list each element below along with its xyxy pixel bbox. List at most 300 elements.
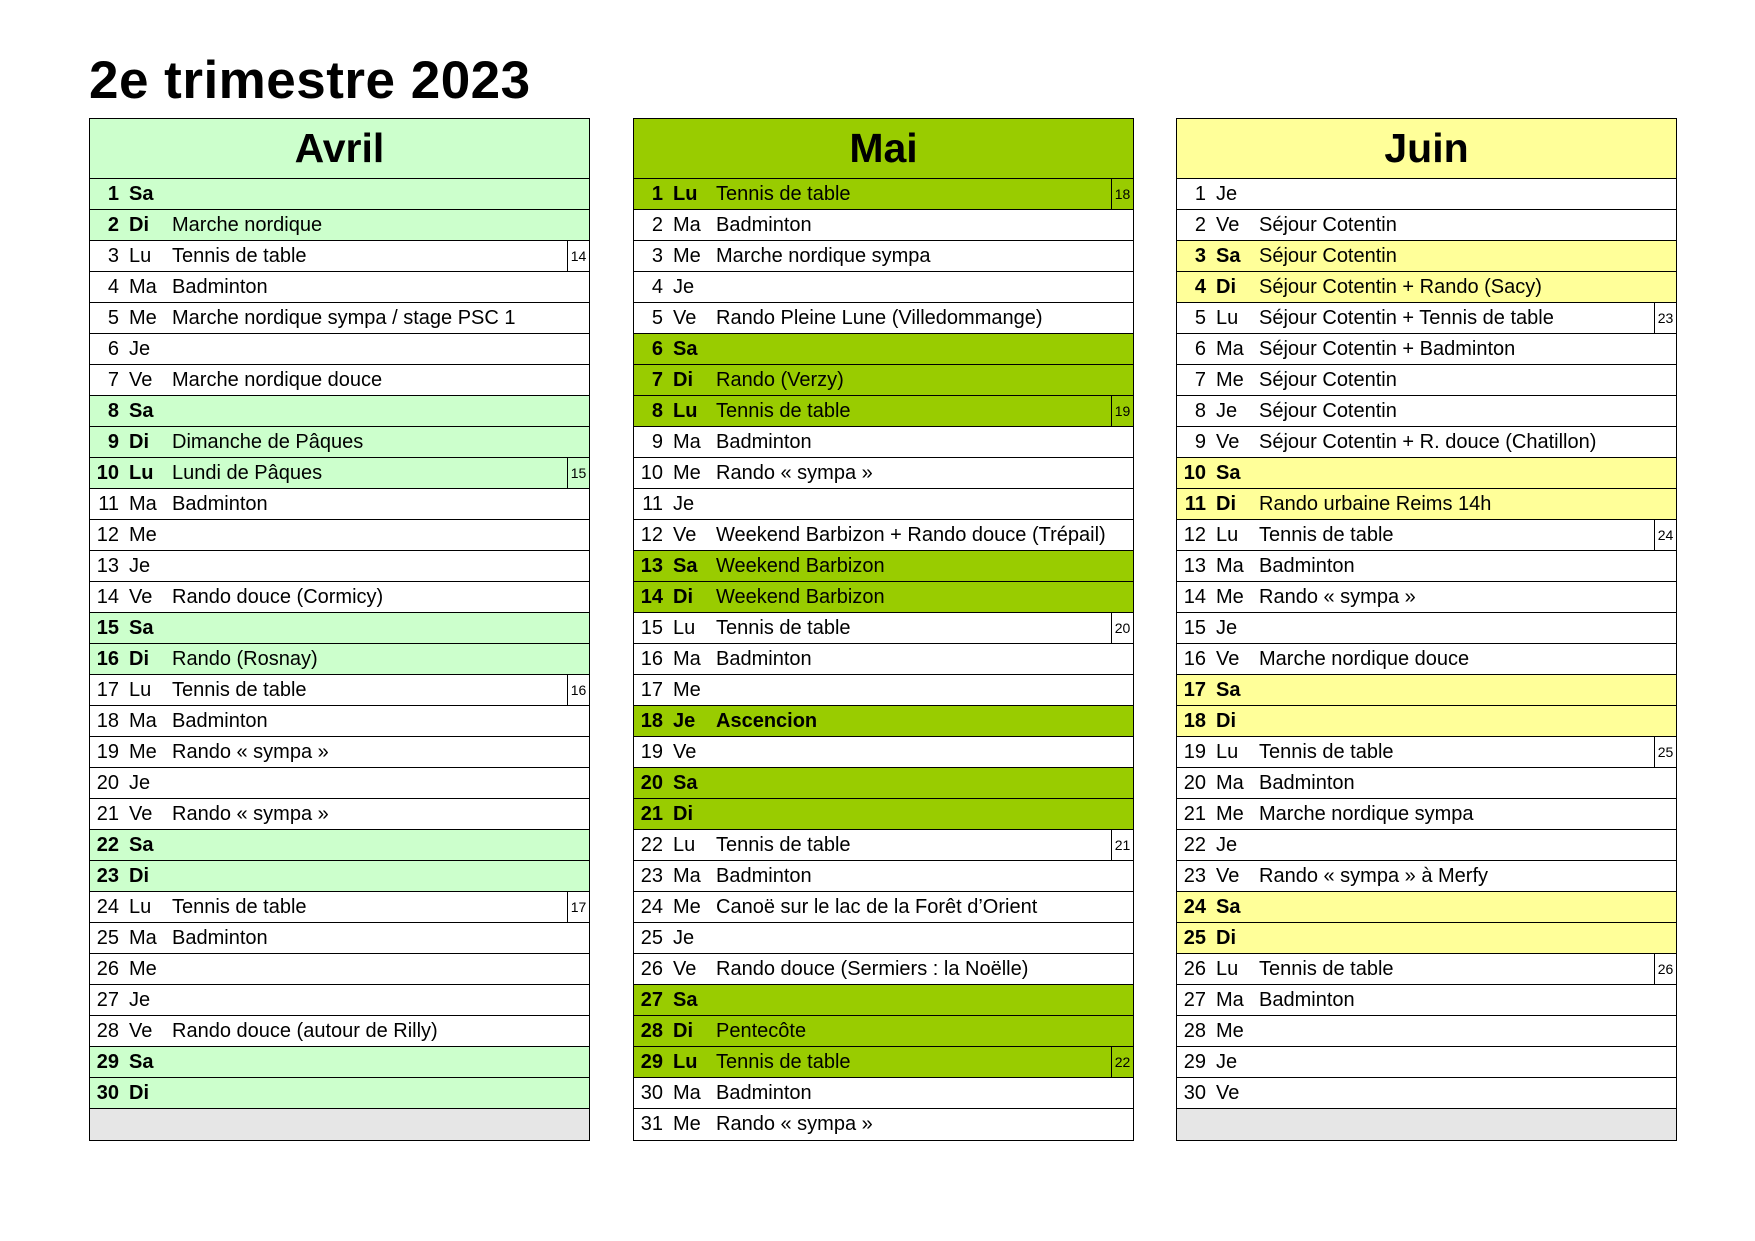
day-abbrev: Me: [673, 462, 701, 484]
day-abbrev: Di: [129, 1082, 149, 1104]
day-event: Weekend Barbizon + Rando douce (Trépail): [716, 524, 1106, 546]
day-row: [1177, 737, 1676, 768]
day-row: [1177, 210, 1676, 241]
day-row: [1177, 613, 1676, 644]
day-number: 10: [1183, 462, 1206, 484]
day-event: Badminton: [716, 865, 812, 887]
day-row: [90, 489, 589, 520]
day-event: Badminton: [716, 214, 812, 236]
day-event: Ascencion: [716, 710, 818, 732]
day-event: Rando (Rosnay): [172, 648, 318, 670]
week-number: 17: [567, 892, 589, 922]
day-event: Séjour Cotentin: [1259, 245, 1397, 267]
day-number: 25: [1183, 927, 1206, 949]
day-row: [1177, 1047, 1676, 1078]
day-number: 22: [1183, 834, 1206, 856]
day-event: Rando (Verzy): [716, 369, 844, 391]
day-number: 18: [1183, 710, 1206, 732]
day-row: [634, 1047, 1133, 1078]
day-abbrev: Me: [673, 245, 701, 267]
day-event: Badminton: [716, 431, 812, 453]
day-number: 29: [1183, 1051, 1206, 1073]
day-row: [634, 365, 1133, 396]
day-event: Badminton: [172, 710, 268, 732]
day-number: 24: [1183, 896, 1206, 918]
day-row: [90, 644, 589, 675]
day-row: [90, 985, 589, 1016]
day-number: 14: [1183, 586, 1206, 608]
day-number: 2: [107, 214, 119, 236]
day-number: 21: [640, 803, 663, 825]
day-number: 21: [1183, 803, 1206, 825]
day-number: 28: [96, 1020, 119, 1042]
day-event: Tennis de table: [716, 183, 851, 205]
day-number: 29: [96, 1051, 119, 1073]
day-event: Rando « sympa » à Merfy: [1259, 865, 1488, 887]
day-number: 20: [96, 772, 119, 794]
day-abbrev: Lu: [673, 1051, 698, 1073]
day-abbrev: Lu: [1216, 524, 1239, 546]
day-number: 9: [107, 431, 119, 453]
week-number: 21: [1111, 830, 1133, 860]
day-event: Rando « sympa »: [716, 462, 873, 484]
day-abbrev: Di: [673, 586, 693, 608]
day-row: [90, 706, 589, 737]
day-row: [634, 706, 1133, 737]
day-number: 3: [651, 245, 663, 267]
day-number: 26: [96, 958, 119, 980]
day-event: Tennis de table: [1259, 741, 1394, 763]
day-number: 6: [1194, 338, 1206, 360]
day-event: Badminton: [172, 927, 268, 949]
day-abbrev: Je: [673, 493, 695, 515]
day-number: 23: [96, 865, 119, 887]
day-number: 19: [640, 741, 663, 763]
day-row: [90, 272, 589, 303]
day-abbrev: Je: [673, 927, 695, 949]
day-row: [90, 799, 589, 830]
day-abbrev: Di: [1216, 493, 1236, 515]
day-number: 26: [1183, 958, 1206, 980]
day-number: 22: [640, 834, 663, 856]
day-event: Marche nordique douce: [1259, 648, 1470, 670]
month-avril: [89, 118, 590, 1141]
day-event: Tennis de table: [1259, 958, 1394, 980]
day-abbrev: Sa: [673, 772, 698, 794]
day-row: [634, 799, 1133, 830]
day-event: Tennis de table: [716, 617, 851, 639]
day-number: 27: [640, 989, 663, 1011]
day-event: Séjour Cotentin + R. douce (Chatillon): [1259, 431, 1597, 453]
day-event: Rando « sympa »: [1259, 586, 1416, 608]
day-number: 7: [651, 369, 663, 391]
day-abbrev: Sa: [129, 617, 154, 639]
day-abbrev: Sa: [673, 989, 698, 1011]
day-abbrev: Lu: [673, 834, 696, 856]
day-abbrev: Ve: [1216, 1082, 1240, 1104]
day-abbrev: Sa: [1216, 679, 1241, 701]
day-row: [1177, 799, 1676, 830]
month-header: Avril: [90, 119, 589, 179]
day-abbrev: Lu: [673, 617, 696, 639]
day-number: 15: [640, 617, 663, 639]
day-row: [90, 1078, 589, 1109]
day-number: 31: [640, 1113, 663, 1135]
day-abbrev: Je: [129, 555, 151, 577]
day-abbrev: Ma: [129, 710, 157, 732]
day-row: [634, 954, 1133, 985]
day-abbrev: Ma: [673, 1082, 701, 1104]
day-row: [634, 861, 1133, 892]
day-number: 11: [1184, 493, 1206, 515]
day-abbrev: Lu: [1216, 307, 1239, 329]
day-number: 2: [651, 214, 663, 236]
day-abbrev: Di: [1216, 710, 1236, 732]
day-number: 14: [640, 586, 663, 608]
day-event: Weekend Barbizon: [716, 555, 885, 577]
day-row: [1177, 303, 1676, 334]
day-row: [90, 675, 589, 706]
day-abbrev: Ve: [1216, 431, 1240, 453]
day-row: [90, 1047, 589, 1078]
week-number: 14: [567, 241, 589, 271]
day-abbrev: Je: [129, 772, 151, 794]
day-abbrev: Lu: [673, 400, 698, 422]
day-number: 28: [1183, 1020, 1206, 1042]
day-number: 30: [640, 1082, 663, 1104]
day-number: 10: [640, 462, 663, 484]
day-abbrev: Sa: [129, 400, 154, 422]
day-abbrev: Lu: [129, 896, 152, 918]
day-event: Canoë sur le lac de la Forêt d’Orient: [716, 896, 1038, 918]
day-abbrev: Ma: [129, 276, 157, 298]
day-list: [90, 179, 589, 1140]
day-row: [634, 1109, 1133, 1140]
day-abbrev: Di: [673, 369, 693, 391]
day-number: 7: [1194, 369, 1206, 391]
day-abbrev: Di: [129, 214, 149, 236]
day-number: 10: [96, 462, 119, 484]
day-row: [90, 179, 589, 210]
day-number: 4: [107, 276, 119, 298]
day-number: 9: [1194, 431, 1206, 453]
day-list: [1177, 179, 1676, 1140]
day-number: 30: [1183, 1082, 1206, 1104]
day-number: 3: [1194, 245, 1206, 267]
day-abbrev: Di: [673, 1020, 693, 1042]
day-row: [634, 334, 1133, 365]
day-number: 4: [1194, 276, 1206, 298]
day-event: Rando « sympa »: [716, 1113, 873, 1135]
day-row: [634, 210, 1133, 241]
empty-filler-row: [90, 1109, 589, 1140]
day-row: [634, 427, 1133, 458]
day-number: 27: [1183, 989, 1206, 1011]
day-abbrev: Ve: [673, 741, 697, 763]
day-row: [1177, 1078, 1676, 1109]
day-number: 5: [651, 307, 663, 329]
day-abbrev: Je: [1216, 834, 1238, 856]
day-abbrev: Ma: [129, 493, 157, 515]
day-number: 17: [640, 679, 663, 701]
day-row: [634, 613, 1133, 644]
day-number: 24: [640, 896, 663, 918]
day-row: [634, 241, 1133, 272]
day-event: Pentecôte: [716, 1020, 807, 1042]
day-number: 18: [96, 710, 119, 732]
day-number: 15: [96, 617, 119, 639]
day-row: [90, 768, 589, 799]
day-row: [1177, 396, 1676, 427]
day-number: 8: [651, 400, 663, 422]
day-number: 13: [640, 555, 663, 577]
day-event: Rando urbaine Reims 14h: [1259, 493, 1492, 515]
week-number: 19: [1111, 396, 1133, 426]
day-abbrev: Me: [129, 741, 157, 763]
day-abbrev: Sa: [673, 555, 698, 577]
day-abbrev: Je: [673, 710, 696, 732]
day-abbrev: Lu: [129, 245, 152, 267]
day-event: Séjour Cotentin: [1259, 214, 1397, 236]
day-row: [90, 303, 589, 334]
day-number: 6: [107, 338, 119, 360]
day-number: 23: [640, 865, 663, 887]
day-row: [1177, 892, 1676, 923]
page-title: 2e trimestre 2023: [89, 51, 531, 110]
day-list: [634, 179, 1133, 1140]
day-number: 19: [96, 741, 119, 763]
day-row: [634, 923, 1133, 954]
day-abbrev: Di: [1216, 927, 1236, 949]
day-event: Séjour Cotentin + Badminton: [1259, 338, 1516, 360]
day-row: [1177, 458, 1676, 489]
day-row: [1177, 954, 1676, 985]
day-abbrev: Ma: [1216, 338, 1244, 360]
day-abbrev: Sa: [129, 834, 154, 856]
day-row: [634, 272, 1133, 303]
day-number: 19: [1183, 741, 1206, 763]
day-abbrev: Lu: [1216, 741, 1239, 763]
day-abbrev: Di: [129, 648, 149, 670]
day-row: [1177, 272, 1676, 303]
day-abbrev: Je: [129, 338, 151, 360]
week-number: 25: [1654, 737, 1676, 767]
day-row: [90, 427, 589, 458]
day-abbrev: Ma: [129, 927, 157, 949]
day-row: [90, 520, 589, 551]
day-row: [90, 241, 589, 272]
day-abbrev: Ma: [673, 648, 701, 670]
day-number: 6: [651, 338, 663, 360]
day-number: 16: [1183, 648, 1206, 670]
day-event: Tennis de table: [172, 896, 307, 918]
day-event: Badminton: [1259, 989, 1355, 1011]
month-header: Juin: [1177, 119, 1676, 179]
day-abbrev: Ve: [1216, 214, 1240, 236]
day-abbrev: Ve: [129, 369, 153, 391]
day-row: [1177, 334, 1676, 365]
day-row: [1177, 365, 1676, 396]
day-row: [90, 613, 589, 644]
day-event: Rando « sympa »: [172, 803, 329, 825]
day-row: [90, 458, 589, 489]
day-row: [90, 582, 589, 613]
day-row: [1177, 520, 1676, 551]
day-row: [634, 582, 1133, 613]
day-event: Rando « sympa »: [172, 741, 329, 763]
day-row: [1177, 179, 1676, 210]
day-event: Tennis de table: [716, 1051, 851, 1073]
day-number: 1: [107, 183, 119, 205]
day-event: Séjour Cotentin: [1259, 369, 1397, 391]
day-abbrev: Ma: [1216, 989, 1244, 1011]
month-juin: [1176, 118, 1677, 1141]
day-row: [1177, 923, 1676, 954]
day-row: [1177, 675, 1676, 706]
day-number: 29: [640, 1051, 663, 1073]
day-row: [90, 892, 589, 923]
day-row: [90, 365, 589, 396]
day-abbrev: Ma: [673, 214, 701, 236]
day-abbrev: Ve: [129, 1020, 153, 1042]
day-abbrev: Lu: [673, 183, 698, 205]
day-number: 12: [96, 524, 119, 546]
day-row: [1177, 830, 1676, 861]
day-event: Badminton: [172, 493, 268, 515]
day-number: 25: [640, 927, 663, 949]
day-row: [1177, 644, 1676, 675]
day-row: [1177, 241, 1676, 272]
day-abbrev: Me: [673, 896, 701, 918]
day-abbrev: Sa: [1216, 896, 1241, 918]
day-row: [634, 551, 1133, 582]
day-number: 7: [107, 369, 119, 391]
day-row: [1177, 985, 1676, 1016]
day-row: [634, 520, 1133, 551]
day-abbrev: Ma: [1216, 772, 1244, 794]
day-row: [90, 551, 589, 582]
day-abbrev: Me: [1216, 586, 1244, 608]
day-abbrev: Ma: [673, 865, 701, 887]
day-number: 8: [107, 400, 119, 422]
week-number: 18: [1111, 179, 1133, 209]
day-row: [90, 737, 589, 768]
day-event: Séjour Cotentin + Rando (Sacy): [1259, 276, 1542, 298]
day-number: 3: [107, 245, 119, 267]
day-row: [1177, 427, 1676, 458]
day-abbrev: Ma: [1216, 555, 1244, 577]
day-number: 12: [1183, 524, 1206, 546]
day-row: [634, 458, 1133, 489]
day-number: 12: [640, 524, 663, 546]
day-abbrev: Me: [673, 679, 701, 701]
day-abbrev: Me: [129, 524, 157, 546]
day-row: [634, 675, 1133, 706]
day-number: 20: [640, 772, 663, 794]
day-abbrev: Je: [1216, 1051, 1238, 1073]
day-abbrev: Di: [1216, 276, 1236, 298]
day-number: 20: [1183, 772, 1206, 794]
day-event: Dimanche de Pâques: [172, 431, 364, 453]
day-abbrev: Je: [1216, 617, 1238, 639]
day-number: 11: [98, 493, 119, 515]
day-abbrev: Di: [129, 431, 149, 453]
day-number: 26: [640, 958, 663, 980]
day-number: 13: [96, 555, 119, 577]
day-event: Tennis de table: [716, 400, 851, 422]
day-event: Marche nordique sympa / stage PSC 1: [172, 307, 516, 329]
day-row: [1177, 582, 1676, 613]
day-abbrev: Ve: [673, 958, 697, 980]
day-number: 1: [651, 183, 663, 205]
day-number: 9: [651, 431, 663, 453]
day-abbrev: Me: [129, 958, 157, 980]
day-event: Rando Pleine Lune (Villedommange): [716, 307, 1043, 329]
day-abbrev: Me: [129, 307, 157, 329]
day-abbrev: Sa: [129, 183, 154, 205]
day-row: [1177, 861, 1676, 892]
day-abbrev: Ma: [673, 431, 701, 453]
day-abbrev: Je: [673, 276, 695, 298]
day-number: 16: [640, 648, 663, 670]
day-number: 30: [96, 1082, 119, 1104]
day-row: [90, 210, 589, 241]
day-event: Badminton: [172, 276, 268, 298]
month-header: Mai: [634, 119, 1133, 179]
day-number: 24: [96, 896, 119, 918]
day-row: [90, 830, 589, 861]
day-abbrev: Lu: [129, 462, 154, 484]
day-event: Marche nordique sympa: [1259, 803, 1474, 825]
day-number: 8: [1194, 400, 1206, 422]
day-abbrev: Je: [1216, 183, 1238, 205]
day-row: [634, 489, 1133, 520]
day-event: Marche nordique douce: [172, 369, 383, 391]
day-abbrev: Me: [673, 1113, 701, 1135]
day-number: 11: [642, 493, 663, 515]
day-abbrev: Di: [673, 803, 693, 825]
day-row: [1177, 551, 1676, 582]
day-event: Lundi de Pâques: [172, 462, 323, 484]
day-event: Weekend Barbizon: [716, 586, 885, 608]
day-row: [634, 985, 1133, 1016]
day-abbrev: Sa: [129, 1051, 154, 1073]
day-event: Séjour Cotentin + Tennis de table: [1259, 307, 1554, 329]
day-number: 5: [1194, 307, 1206, 329]
day-abbrev: Sa: [1216, 462, 1241, 484]
day-abbrev: Ve: [1216, 865, 1240, 887]
week-number: 26: [1654, 954, 1676, 984]
day-abbrev: Ve: [673, 524, 697, 546]
day-event: Badminton: [716, 648, 812, 670]
day-row: [634, 737, 1133, 768]
day-event: Tennis de table: [172, 679, 307, 701]
day-row: [90, 861, 589, 892]
week-number: 15: [567, 458, 589, 488]
day-abbrev: Me: [1216, 803, 1244, 825]
day-row: [634, 830, 1133, 861]
day-abbrev: Lu: [1216, 958, 1239, 980]
day-row: [90, 954, 589, 985]
day-number: 4: [651, 276, 663, 298]
week-number: 24: [1654, 520, 1676, 550]
day-abbrev: Sa: [1216, 245, 1241, 267]
day-abbrev: Me: [1216, 369, 1244, 391]
week-number: 16: [567, 675, 589, 705]
day-row: [1177, 706, 1676, 737]
day-row: [634, 1078, 1133, 1109]
day-row: [90, 923, 589, 954]
